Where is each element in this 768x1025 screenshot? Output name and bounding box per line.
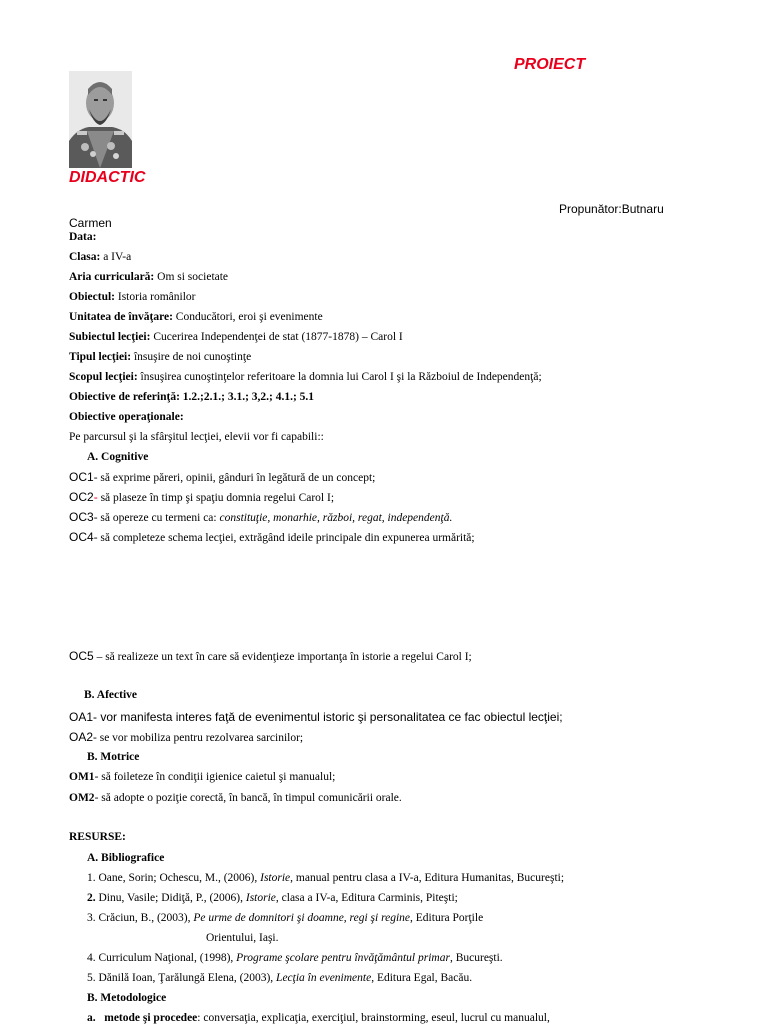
- biblio-3-number: 3.: [87, 912, 96, 924]
- biblio-4-title: Programe şcolare pentru învăţământul primar: [236, 952, 450, 964]
- scopul-field: [69, 370, 542, 384]
- aria-label: Aria curriculară:: [69, 271, 155, 283]
- motrice-label: B. Motrice: [87, 751, 140, 763]
- oa2-code: OA2: [69, 730, 94, 744]
- metode-item: [87, 1011, 550, 1025]
- biblio-item-5: [87, 971, 472, 985]
- biblio-item-4: [87, 951, 503, 965]
- proposer-continuation: Carmen: [69, 216, 112, 230]
- clasa-field: [69, 250, 131, 264]
- om2-text: - să adopte o poziţie corectă, în bancă, în timpul comunicării orale.: [94, 792, 402, 804]
- bibliografice-heading: [87, 851, 164, 865]
- data-field: [69, 230, 96, 244]
- metode-text: : conversaţia, explicaţia, exerciţiul, brainstorming, eseul, lucrul cu manualul,: [197, 1012, 550, 1024]
- unitatea-label: Unitatea de învăţare:: [69, 311, 173, 323]
- biblio-5-number: 5.: [87, 972, 96, 984]
- biblio-2-title: Istorie: [245, 892, 276, 904]
- metode-label: metode şi procedee: [104, 1012, 198, 1024]
- oc3-terms: constituţie, monarhie, război, regat, independenţă.: [219, 512, 453, 524]
- biblio-5-title: Lecţia în evenimente: [276, 972, 372, 984]
- biblio-4-publisher: , Bucureşti.: [449, 952, 503, 964]
- resurse-label: RESURSE:: [69, 831, 126, 843]
- proposer-line: Propunător:Butnaru: [559, 202, 664, 216]
- operationale-label: Obiective operaţionale:: [69, 411, 184, 423]
- referinta-field: [69, 390, 314, 404]
- om2-code: OM2: [69, 792, 95, 804]
- oc3-text: - să opereze cu termeni ca:: [93, 512, 220, 524]
- scopul-value: însuşirea cunoştinţelor referitoare la domnia lui Carol I şi la Războiul de Independenţă;: [137, 371, 542, 383]
- om1-item: [69, 770, 335, 784]
- oa1-code: OA1: [69, 710, 94, 724]
- referinta-label: Obiective de referinţă: 1.2.;2.1.; 3.1.; 3,2.; 4.1.; 5.1: [69, 391, 315, 403]
- oc1-text: - să exprime păreri, opinii, gânduri în legătură de un concept;: [93, 472, 376, 484]
- oa1-item: [69, 710, 563, 725]
- oc5-text: – să realizeze un text în care să evidenţieze importanţa în istorie a regelui Carol I;: [93, 651, 472, 663]
- resurse-heading: [69, 830, 126, 844]
- aria-field: [69, 270, 228, 284]
- oc2-dash: -: [93, 490, 98, 504]
- clasa-label: Clasa:: [69, 251, 101, 263]
- biblio-3-title: Pe urme de domnitori şi doamne, regi şi regine: [193, 912, 411, 924]
- aria-value: Om si societate: [154, 271, 229, 283]
- oc4-item: [69, 530, 475, 545]
- biblio-item-2: [87, 891, 458, 905]
- unitatea-field: [69, 310, 323, 324]
- tipul-value: însuşire de noi cunoştinţe: [131, 351, 252, 363]
- biblio-1-publisher: , manual pentru clasa a IV-a, Editura Humanitas, Bucureşti;: [290, 872, 565, 884]
- oc2-text: să plaseze în timp şi spaţiu domnia regelui Carol I;: [97, 492, 335, 504]
- title-line-2: DIDACTIC: [69, 169, 146, 186]
- obiectul-value: Istoria românilor: [115, 291, 196, 303]
- scopul-label: Scopul lecţiei:: [69, 371, 138, 383]
- subiectul-value: Cucerirea Independenţei de stat (1877-1878) – Carol I: [150, 331, 403, 343]
- oa2-item: [69, 730, 303, 745]
- oc4-text: - să completeze schema lecţiei, extrăgând ideile principale din expunerea urmărită;: [93, 532, 475, 544]
- biblio-1-title: Istorie: [260, 872, 291, 884]
- biblio-5-publisher: , Editura Egal, Bacău.: [371, 972, 473, 984]
- intro-text: Pe parcursul şi la sfârşitul lecţiei, elevii vor fi capabili::: [69, 431, 324, 443]
- oc2-code: OC2: [69, 490, 94, 504]
- bibliografice-label: A. Bibliografice: [87, 852, 165, 864]
- operationale-heading: [69, 410, 184, 424]
- obiectul-label: Obiectul:: [69, 291, 115, 303]
- om2-item: [69, 791, 402, 805]
- oc5-code: OC5: [69, 649, 94, 663]
- oc3-code: OC3: [69, 510, 94, 524]
- afective-label: B. Afective: [84, 689, 138, 701]
- clasa-value: a IV-a: [100, 251, 132, 263]
- oc3-item: [69, 510, 452, 525]
- afective-heading: [84, 688, 137, 702]
- biblio-1-number: 1.: [87, 872, 96, 884]
- tipul-label: Tipul lecţiei:: [69, 351, 132, 363]
- oa2-text: - se vor mobiliza pentru rezolvarea sarcinilor;: [93, 732, 304, 744]
- biblio-3-publisher: , Editura Porţile: [410, 912, 484, 924]
- biblio-item-1: [87, 871, 564, 885]
- biblio-4-number: 4.: [87, 952, 96, 964]
- unitatea-value: Conducători, eroi şi evenimente: [172, 311, 323, 323]
- om1-code: OM1: [69, 771, 95, 783]
- tipul-field: [69, 350, 251, 364]
- motrice-heading: [87, 750, 139, 764]
- subiectul-field: [69, 330, 403, 344]
- om1-text: - să foileteze în condiţii igienice caietul şi manualul;: [94, 771, 336, 783]
- metodologice-heading: [87, 991, 166, 1005]
- oc1-code: OC1: [69, 470, 94, 484]
- data-label: Data:: [69, 231, 97, 243]
- cognitive-label: A. Cognitive: [87, 451, 149, 463]
- biblio-item-3: [87, 911, 483, 925]
- biblio-4-authors: Curriculum Naţional, (1998),: [95, 952, 237, 964]
- oc4-code: OC4: [69, 530, 94, 544]
- oc2-item: [69, 490, 334, 505]
- metodologice-label: B. Metodologice: [87, 992, 167, 1004]
- oc5-item: [69, 649, 472, 664]
- oa1-text: - vor manifesta interes faţă de evenimentul istoric şi personalitatea ce fac obiectul lecţiei;: [93, 710, 563, 724]
- title-line-1: PROIECT: [514, 56, 586, 73]
- biblio-3-authors: Crăciun, B., (2003),: [95, 912, 194, 924]
- biblio-1-authors: Oane, Sorin; Ochescu, M., (2006),: [95, 872, 261, 884]
- obiectul-field: [69, 290, 195, 304]
- portrait-image: [69, 71, 132, 168]
- biblio-item-3-continuation: Orientului, Iaşi.: [206, 932, 279, 944]
- cognitive-heading: [87, 450, 148, 464]
- biblio-2-number: 2.: [87, 892, 96, 904]
- biblio-2-authors: Dinu, Vasile; Didiţă, P., (2006),: [95, 892, 246, 904]
- oc1-item: [69, 470, 375, 485]
- metode-letter: a.: [87, 1012, 96, 1024]
- subiectul-label: Subiectul lecţiei:: [69, 331, 151, 343]
- biblio-2-publisher: , clasa a IV-a, Editura Carminis, Piteşti;: [275, 892, 458, 904]
- biblio-5-authors: Dănilă Ioan, Ţarălungă Elena, (2003),: [95, 972, 277, 984]
